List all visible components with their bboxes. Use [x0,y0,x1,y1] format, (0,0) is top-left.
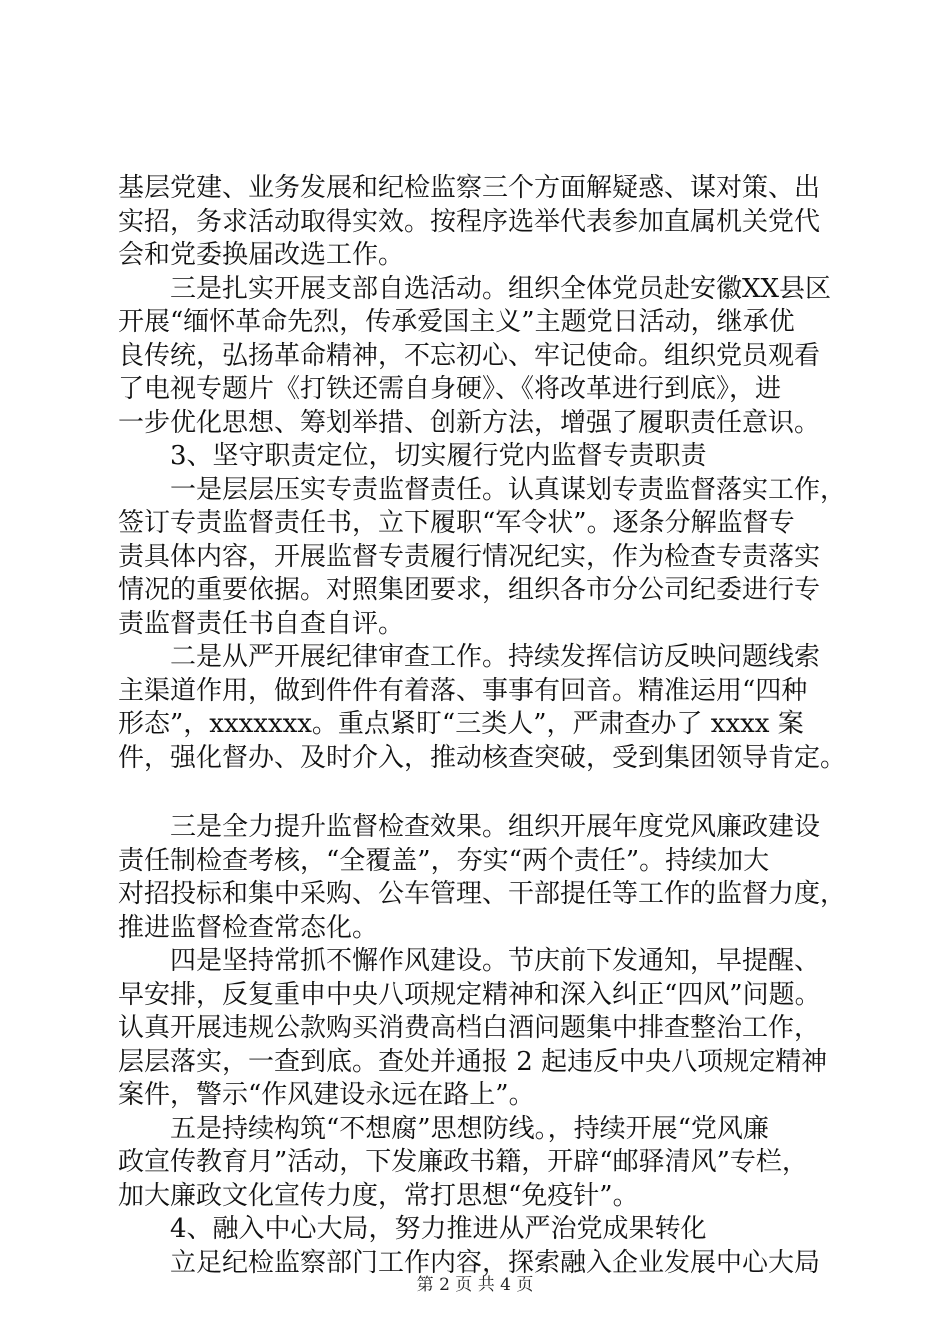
paragraph-start-line: 一是层层压实专责监督责任。认真谋划专责监督落实工作， [170,474,847,505]
text-line: 会和党委换届改选工作。 [118,240,405,270]
text-line: 早安排，反复重申中央八项规定精神和深入纠正“四风”问题。 [118,979,821,1010]
text-line: 对招投标和集中采购、公车管理、干部提任等工作的监督力度， [118,879,847,909]
text-line: 良传统，弘扬革命精神，不忘初心、牢记使命。组织党员观看 [118,340,821,371]
text-line: 推进监督检查常态化。 [118,912,379,943]
text-line: 责任制检查考核，“全覆盖”，夯实“两个责任”。持续加大 [118,845,770,876]
paragraph-start-line: 五是持续构筑“不想腐”思想防线。，持续开展“党风廉 [170,1113,769,1144]
text-line: 加大廉政文化宣传力度，常打思想“免疫针”。 [118,1180,639,1211]
text-line: 了电视专题片《打铁还需自身硬》、《将改革进行到底》，进 [118,374,782,404]
paragraph-start-line: 立足纪检监察部门工作内容，探索融入企业发展中心大局 [170,1247,821,1278]
text-line: 签订专责监督责任书，立下履职“军令状”。逐条分解监督专 [118,508,795,538]
text-line: 形态”，xxxxxxx。重点紧盯“三类人”，严肃查办了 xxxx 案 [118,709,804,739]
page-number: 第 2 页 共 4 页 [416,1275,534,1295]
text-line: 基层党建、业务发展和纪检监察三个方面解疑惑、谋对策、出 [118,173,821,203]
text-line: 责监督责任书自查自评。 [118,608,405,639]
text-line: 一步优化思想、筹划举措、创新方法，增强了履职责任意识。 [118,407,821,438]
paragraph-start-line: 四是坚持常抓不懈作风建设。节庆前下发通知，早提醒、 [170,946,821,976]
section-heading: 3、坚守职责定位，切实履行党内监督专责职责 [170,441,707,471]
paragraph-start-line: 三是全力提升监督检查效果。组织开展年度党风廉政建设 [170,812,821,842]
paragraph-gap [118,775,834,811]
text-line: 主渠道作用，做到件件有着落、事事有回音。精准运用“四种 [118,675,808,706]
text-line: 层层落实，一查到底。查处并通报 2 起违反中央八项规定精神 [118,1046,828,1077]
text-line: 件，强化督办、及时介入，推动核查突破，受到集团领导肯定。 [118,742,847,773]
paragraph-start-line: 二是从严开展纪律审查工作。持续发挥信访反映问题线索 [170,642,821,672]
document-body [118,172,847,1280]
text-line: 实招，务求活动取得实效。按程序选举代表参加直属机关党代 [118,206,821,237]
text-line: 责具体内容，开展监督专责履行情况纪实，作为检查专责落实 [118,541,821,572]
text-line: 开展“缅怀革命先烈，传承爱国主义”主题党日活动，继承优 [118,307,795,337]
paragraph-start-line: 三是扎实开展支部自选活动。组织全体党员赴安徽XX县区 [170,273,832,304]
text-line: 政宣传教育月”活动，下发廉政书籍，开辟“邮驿清风”专栏， [118,1147,808,1177]
text-line: 案件，警示“作风建设永远在路上”。 [118,1080,535,1110]
text-line: 认真开展违规公款购买消费高档白酒问题集中排查整治工作， [118,1013,821,1043]
text-line: 情况的重要依据。对照集团要求，组织各市分公司纪委进行专 [118,575,821,605]
section-heading: 4、融入中心大局，努力推进从严治党成果转化 [170,1214,707,1244]
